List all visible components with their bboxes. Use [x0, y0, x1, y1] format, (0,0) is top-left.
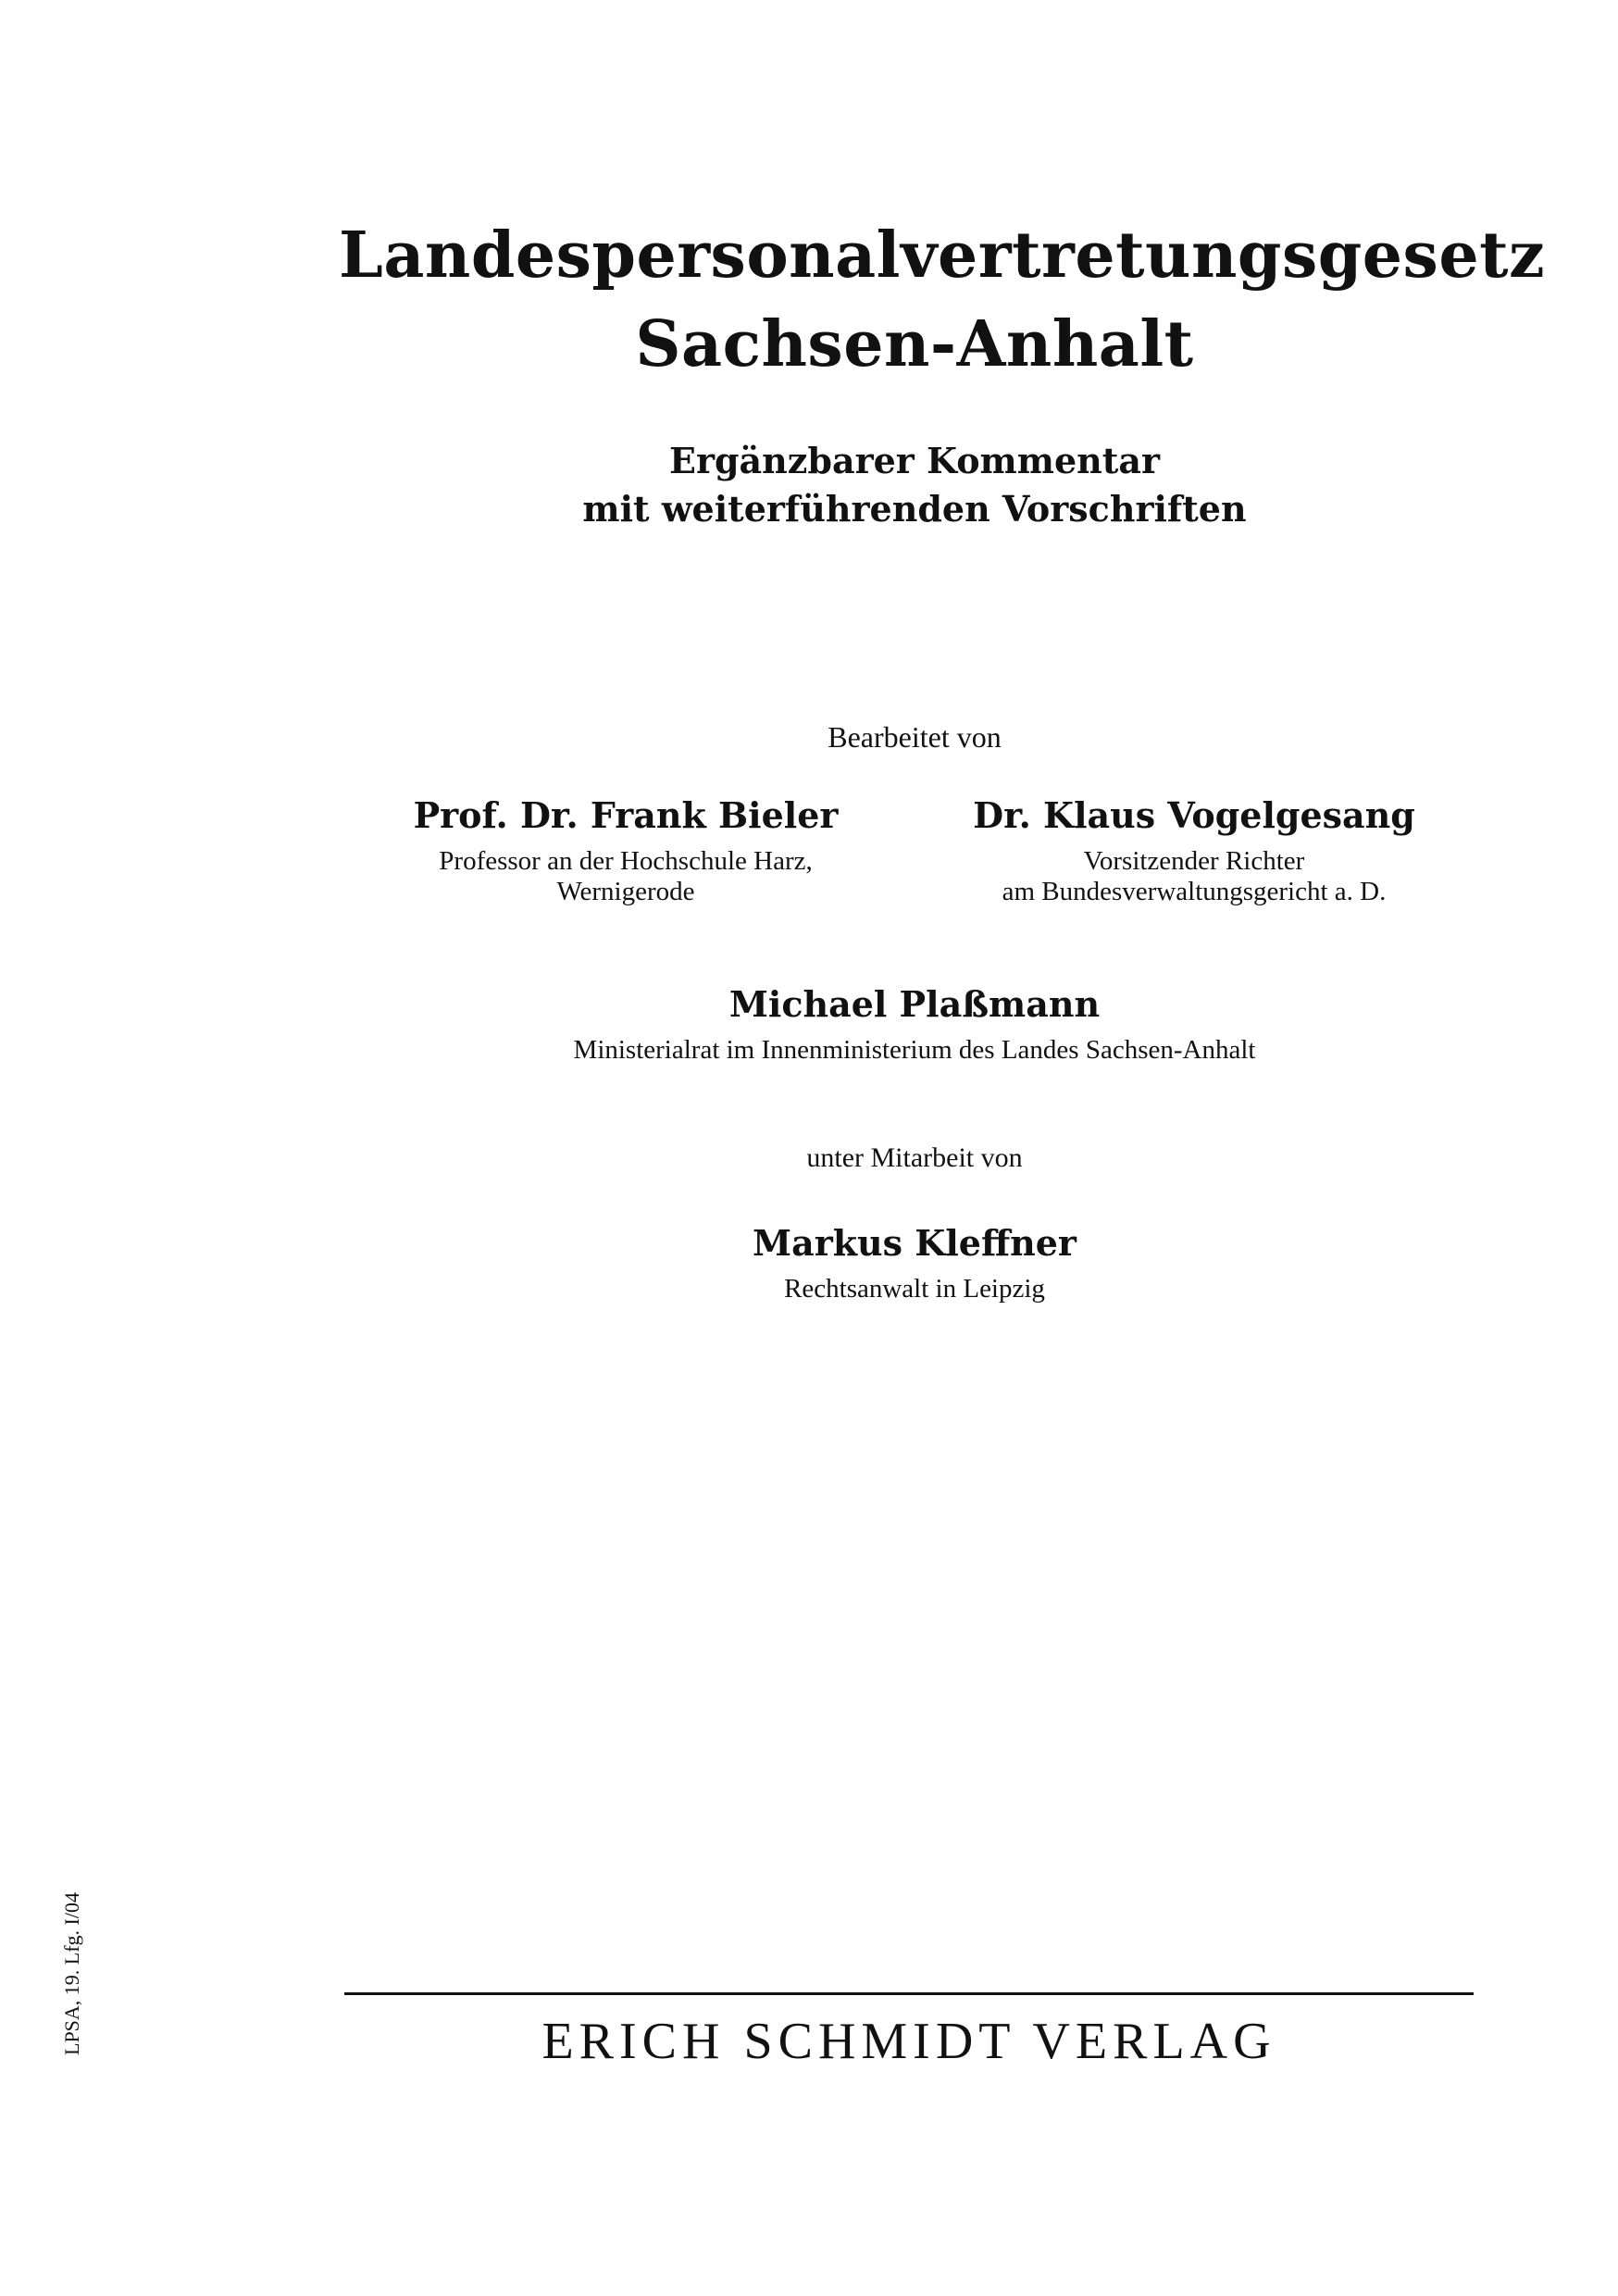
author-role-line-2: am Bundesverwaltungsgericht a. D.	[1002, 877, 1387, 906]
collaborator-kleffner	[339, 1220, 1490, 1304]
author-name: Michael Plaßmann	[728, 983, 1101, 1025]
edition-side-note: LPSA, 19. Lfg. I/04	[60, 1892, 83, 2055]
book-title-line-1: Landespersonalvertretungsgesetz	[339, 218, 1546, 293]
book-subtitle-line-2: mit weiterführenden Vorschriften	[582, 488, 1247, 530]
author-role: Ministerialrat im Innenministerium des Landes Sachsen-Anhalt	[573, 1035, 1256, 1065]
publisher-name: ERICH SCHMIDT VERLAG	[541, 2013, 1276, 2070]
author-name: Dr. Klaus Vogelgesang	[973, 794, 1415, 836]
book-subtitle	[339, 437, 1490, 533]
collaborator-name: Markus Kleffner	[753, 1222, 1077, 1264]
author-name: Prof. Dr. Frank Bieler	[413, 794, 839, 836]
author-role	[357, 846, 894, 907]
edited-by-label: Bearbeitet von	[828, 720, 1002, 754]
collaborator-role: Rechtsanwalt in Leipzig	[784, 1274, 1045, 1304]
author-vogelgesang	[926, 792, 1462, 907]
book-title-line-2: Sachsen-Anhalt	[635, 307, 1194, 381]
author-role-line-1: Vorsitzender Richter	[1083, 846, 1305, 876]
publisher-divider	[344, 1992, 1474, 1995]
author-role-line-2: Wernigerode	[556, 877, 695, 906]
author-role	[926, 846, 1462, 907]
collaboration-label: unter Mitarbeit von	[806, 1142, 1023, 1173]
author-bieler	[357, 792, 894, 907]
book-subtitle-line-1: Ergänzbarer Kommentar	[669, 440, 1160, 481]
book-title	[339, 211, 1546, 389]
author-role-line-1: Professor an der Hochschule Harz,	[439, 846, 813, 876]
author-plassmann	[339, 981, 1490, 1066]
